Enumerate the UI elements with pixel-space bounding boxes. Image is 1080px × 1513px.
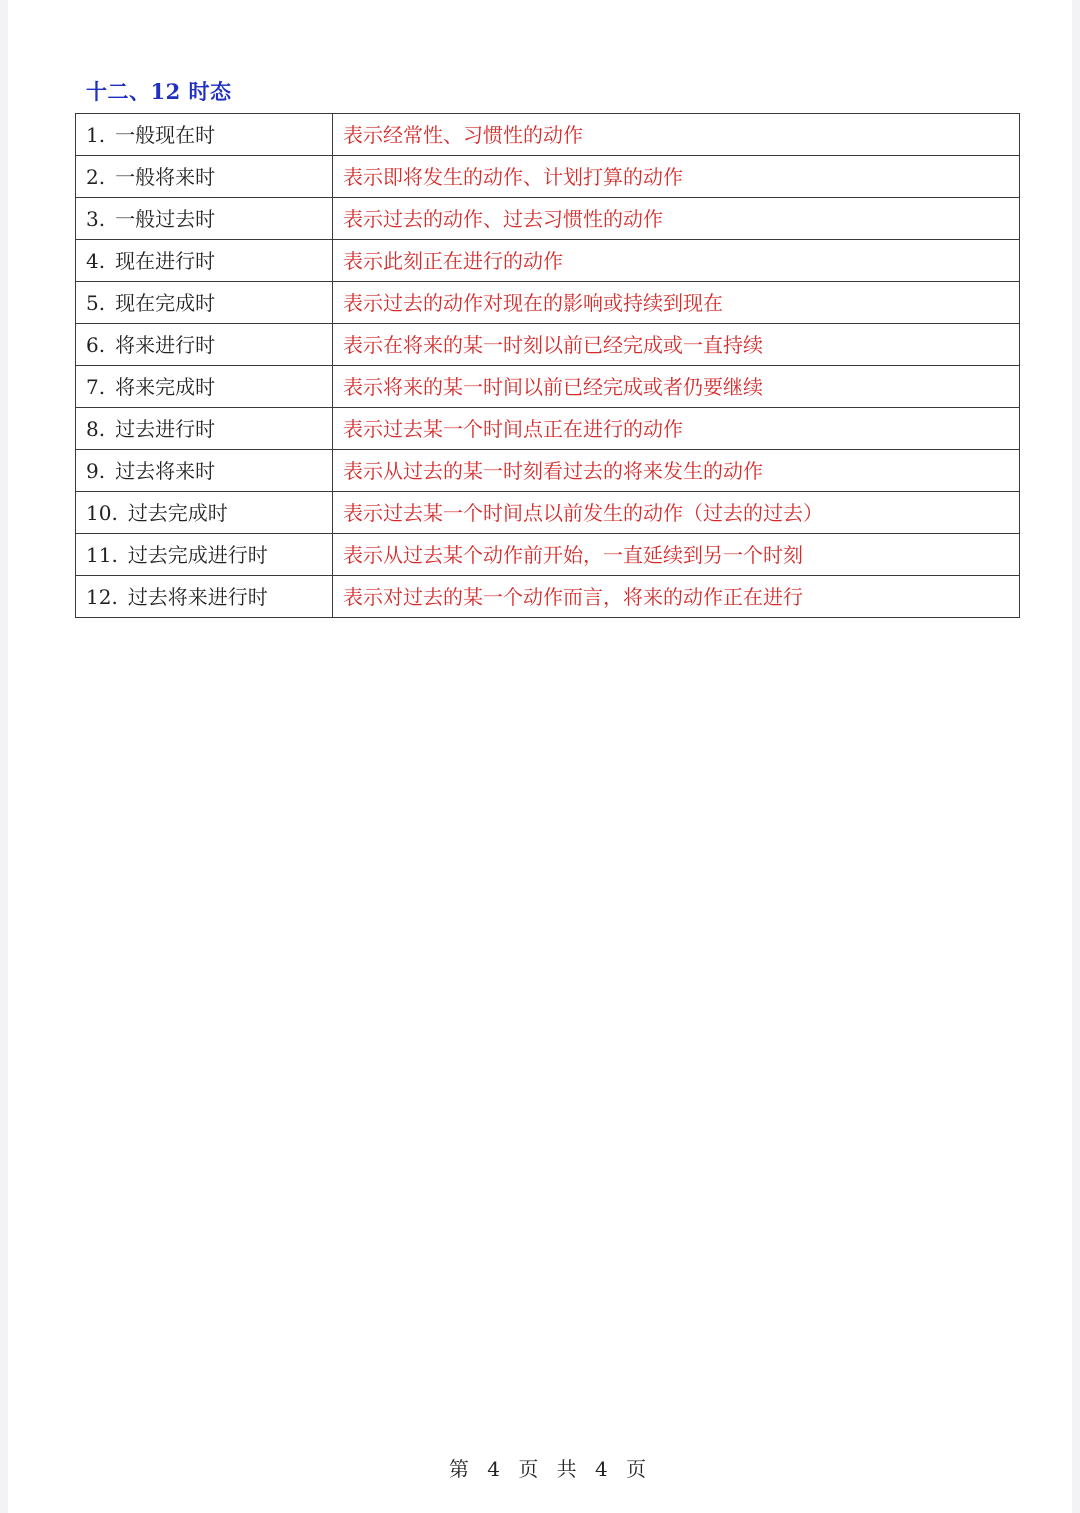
table-row	[76, 408, 1020, 450]
tense-name: 将来完成时	[115, 374, 216, 399]
table-row	[76, 366, 1020, 408]
footer-word: 页	[626, 1457, 648, 1481]
tense-name-cell	[76, 450, 333, 492]
tense-table-body	[76, 114, 1020, 618]
document-page	[8, 0, 1072, 1513]
tense-name-cell	[76, 366, 333, 408]
row-number: 4.	[86, 248, 106, 273]
tense-name-cell	[76, 282, 333, 324]
tense-name: 一般现在时	[115, 122, 216, 147]
tense-name-cell	[76, 114, 333, 156]
footer-total-pages: 4	[595, 1457, 609, 1481]
table-row	[76, 198, 1020, 240]
tense-name-cell	[76, 576, 333, 618]
tense-name: 过去进行时	[115, 416, 216, 441]
section-title: 十二、12 时态	[86, 79, 232, 104]
tense-name: 现在完成时	[115, 290, 216, 315]
row-number: 2.	[86, 164, 106, 189]
tense-meaning-cell: 表示从过去某个动作前开始，一直延续到另一个时刻	[333, 534, 1020, 576]
row-number: 5.	[86, 290, 106, 315]
tense-name-cell	[76, 492, 333, 534]
tense-name: 过去将来时	[115, 458, 216, 483]
table-row	[76, 492, 1020, 534]
tense-name: 过去完成时	[127, 500, 228, 525]
table-row	[76, 114, 1020, 156]
footer-word: 共	[556, 1457, 578, 1481]
tense-name-cell	[76, 408, 333, 450]
tense-meaning-cell: 表示过去的动作对现在的影响或持续到现在	[333, 282, 1020, 324]
tense-name: 一般过去时	[115, 206, 216, 231]
table-row	[76, 156, 1020, 198]
table-row	[76, 282, 1020, 324]
row-number: 9.	[86, 458, 106, 483]
tense-name: 将来进行时	[115, 332, 216, 357]
tense-meaning-cell: 表示过去某一个时间点正在进行的动作	[333, 408, 1020, 450]
row-number: 8.	[86, 416, 106, 441]
row-number: 12.	[86, 584, 118, 609]
tense-meaning-cell: 表示将来的某一时间以前已经完成或者仍要继续	[333, 366, 1020, 408]
table-row	[76, 534, 1020, 576]
footer-word: 页	[518, 1457, 540, 1481]
tense-meaning-cell: 表示从过去的某一时刻看过去的将来发生的动作	[333, 450, 1020, 492]
row-number: 10.	[86, 500, 118, 525]
tense-meaning-cell: 表示对过去的某一个动作而言，将来的动作正在进行	[333, 576, 1020, 618]
tense-meaning-cell: 表示过去某一个时间点以前发生的动作（过去的过去）	[333, 492, 1020, 534]
footer-word: 第	[448, 1457, 470, 1481]
tense-name-cell	[76, 156, 333, 198]
tense-table	[75, 113, 1020, 618]
tense-name: 过去将来进行时	[127, 584, 268, 609]
row-number: 6.	[86, 332, 106, 357]
row-number: 11.	[86, 542, 118, 567]
table-row	[76, 450, 1020, 492]
row-number: 7.	[86, 374, 106, 399]
tense-name: 过去完成进行时	[127, 542, 268, 567]
tense-meaning-cell: 表示过去的动作、过去习惯性的动作	[333, 198, 1020, 240]
tense-name-cell	[76, 198, 333, 240]
table-row	[76, 576, 1020, 618]
row-number: 3.	[86, 206, 106, 231]
tense-name-cell	[76, 534, 333, 576]
tense-name: 一般将来时	[115, 164, 216, 189]
tense-name: 现在进行时	[115, 248, 216, 273]
footer-page-number: 4	[487, 1457, 501, 1481]
row-number: 1.	[86, 122, 106, 147]
tense-meaning-cell: 表示此刻正在进行的动作	[333, 240, 1020, 282]
table-row	[76, 240, 1020, 282]
page-footer	[8, 1453, 1080, 1482]
tense-name-cell	[76, 240, 333, 282]
table-row	[76, 324, 1020, 366]
tense-meaning-cell: 表示经常性、习惯性的动作	[333, 114, 1020, 156]
tense-meaning-cell: 表示在将来的某一时刻以前已经完成或一直持续	[333, 324, 1020, 366]
tense-meaning-cell: 表示即将发生的动作、计划打算的动作	[333, 156, 1020, 198]
tense-name-cell	[76, 324, 333, 366]
